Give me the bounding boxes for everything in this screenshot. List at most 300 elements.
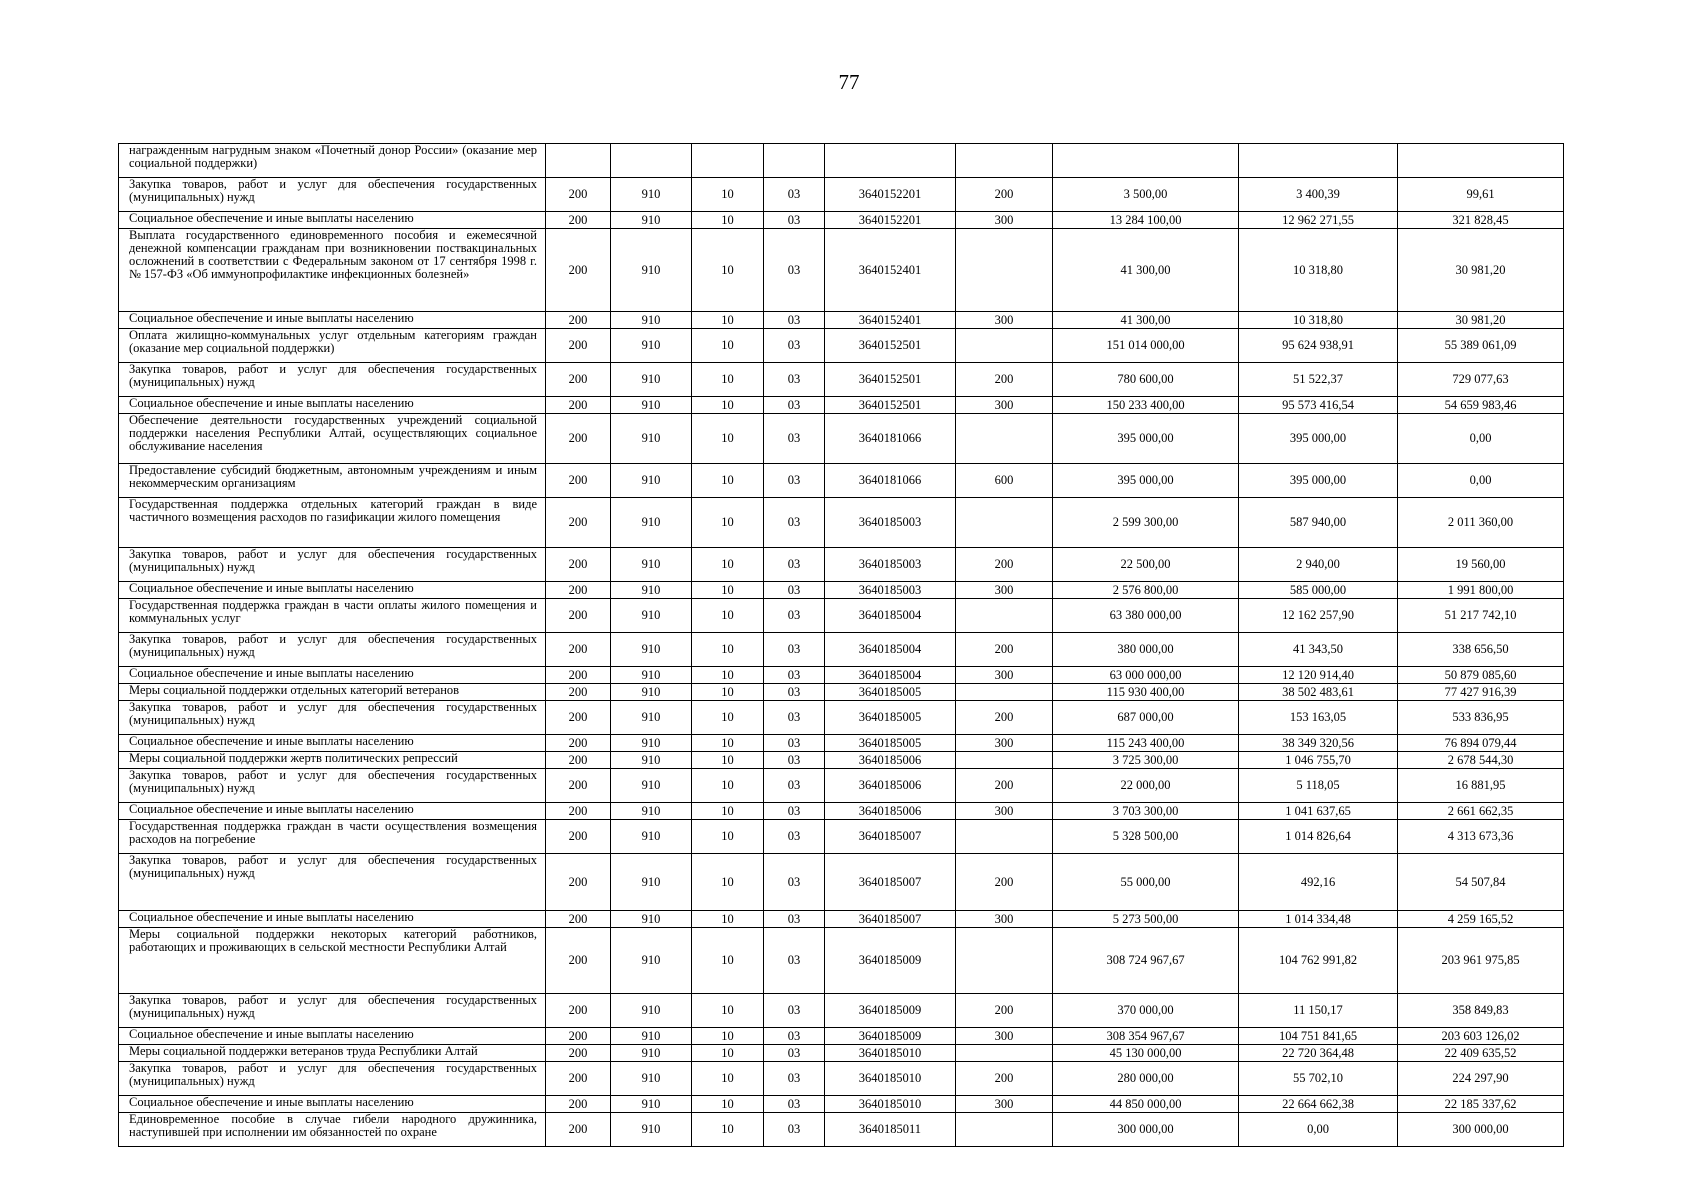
cell-description: Меры социальной поддержки жертв политических репрессий <box>119 752 546 769</box>
cell-ministry-code: 910 <box>611 599 692 633</box>
table-row <box>119 994 1564 1028</box>
cell-section: 10 <box>692 397 764 414</box>
cell-ministry-code: 910 <box>611 498 692 548</box>
cell-description: Государственная поддержка граждан в части осуществления возмещения расходов на погребение <box>119 820 546 854</box>
table-row <box>119 1062 1564 1096</box>
cell-section: 10 <box>692 667 764 684</box>
cell-remainder: 50 879 085,60 <box>1398 667 1564 684</box>
table-row <box>119 414 1564 464</box>
cell-remainder: 321 828,45 <box>1398 212 1564 229</box>
cell-section: 10 <box>692 1096 764 1113</box>
table-row <box>119 928 1564 994</box>
cell-ministry-code: 910 <box>611 1062 692 1096</box>
cell-section: 10 <box>692 464 764 498</box>
cell-remainder: 729 077,63 <box>1398 363 1564 397</box>
table-row <box>119 1096 1564 1113</box>
cell-description: Закупка товаров, работ и услуг для обеспечения государственных (муниципальных) нужд <box>119 548 546 582</box>
cell-admin-code: 200 <box>546 229 611 312</box>
cell-section: 10 <box>692 212 764 229</box>
cell-remainder: 2 011 360,00 <box>1398 498 1564 548</box>
cell-ministry-code: 910 <box>611 1045 692 1062</box>
cell-ministry-code: 910 <box>611 854 692 911</box>
table-row <box>119 769 1564 803</box>
table-row <box>119 1028 1564 1045</box>
cell-planned-amount: 45 130 000,00 <box>1053 1045 1239 1062</box>
cell-subsection <box>764 144 825 178</box>
cell-planned-amount: 280 000,00 <box>1053 1062 1239 1096</box>
cell-description: Социальное обеспечение и иные выплаты населению <box>119 803 546 820</box>
cell-admin-code: 200 <box>546 803 611 820</box>
cell-ministry-code: 910 <box>611 667 692 684</box>
cell-executed-amount: 585 000,00 <box>1239 582 1398 599</box>
cell-executed-amount: 22 720 364,48 <box>1239 1045 1398 1062</box>
cell-section: 10 <box>692 911 764 928</box>
cell-admin-code: 200 <box>546 1113 611 1147</box>
cell-section: 10 <box>692 752 764 769</box>
cell-section: 10 <box>692 548 764 582</box>
cell-subsection: 03 <box>764 414 825 464</box>
cell-expense-type <box>956 1113 1053 1147</box>
cell-expense-type <box>956 329 1053 363</box>
cell-ministry-code: 910 <box>611 735 692 752</box>
cell-ministry-code: 910 <box>611 1096 692 1113</box>
cell-expense-type: 200 <box>956 769 1053 803</box>
cell-planned-amount: 115 930 400,00 <box>1053 684 1239 701</box>
cell-admin-code: 200 <box>546 414 611 464</box>
cell-section: 10 <box>692 701 764 735</box>
cell-admin-code: 200 <box>546 498 611 548</box>
table-row <box>119 701 1564 735</box>
page-number: 77 <box>838 70 860 94</box>
cell-target-article: 3640185004 <box>825 633 956 667</box>
cell-remainder: 2 678 544,30 <box>1398 752 1564 769</box>
cell-section: 10 <box>692 633 764 667</box>
budget-table <box>118 143 1564 1147</box>
cell-target-article: 3640185009 <box>825 994 956 1028</box>
cell-remainder: 0,00 <box>1398 414 1564 464</box>
cell-admin-code: 200 <box>546 701 611 735</box>
cell-description: Обеспечение деятельности государственных учреждений социальной поддержки населения Республики Алтай, осуществляющих социальное обслуживание населения <box>119 414 546 464</box>
table-row <box>119 803 1564 820</box>
cell-section: 10 <box>692 1028 764 1045</box>
cell-remainder: 76 894 079,44 <box>1398 735 1564 752</box>
cell-subsection: 03 <box>764 312 825 329</box>
cell-remainder <box>1398 144 1564 178</box>
cell-target-article: 3640185004 <box>825 667 956 684</box>
table-row <box>119 911 1564 928</box>
cell-planned-amount: 2 576 800,00 <box>1053 582 1239 599</box>
cell-ministry-code: 910 <box>611 928 692 994</box>
cell-target-article: 3640185007 <box>825 820 956 854</box>
table-row <box>119 498 1564 548</box>
cell-admin-code: 200 <box>546 1045 611 1062</box>
cell-description: Социальное обеспечение и иные выплаты населению <box>119 212 546 229</box>
cell-expense-type <box>956 599 1053 633</box>
cell-executed-amount: 22 664 662,38 <box>1239 1096 1398 1113</box>
cell-planned-amount <box>1053 144 1239 178</box>
cell-ministry-code: 910 <box>611 820 692 854</box>
cell-expense-type: 300 <box>956 667 1053 684</box>
cell-admin-code: 200 <box>546 854 611 911</box>
cell-subsection: 03 <box>764 633 825 667</box>
cell-planned-amount: 780 600,00 <box>1053 363 1239 397</box>
cell-subsection: 03 <box>764 329 825 363</box>
cell-ministry-code: 910 <box>611 548 692 582</box>
table-row <box>119 464 1564 498</box>
cell-remainder: 55 389 061,09 <box>1398 329 1564 363</box>
cell-executed-amount: 11 150,17 <box>1239 994 1398 1028</box>
table-row <box>119 735 1564 752</box>
cell-admin-code: 200 <box>546 928 611 994</box>
cell-target-article: 3640185003 <box>825 582 956 599</box>
table-row <box>119 684 1564 701</box>
cell-planned-amount: 370 000,00 <box>1053 994 1239 1028</box>
cell-remainder: 203 603 126,02 <box>1398 1028 1564 1045</box>
cell-remainder: 300 000,00 <box>1398 1113 1564 1147</box>
table-row <box>119 633 1564 667</box>
cell-section: 10 <box>692 599 764 633</box>
cell-ministry-code: 910 <box>611 363 692 397</box>
cell-section <box>692 144 764 178</box>
cell-target-article: 3640152501 <box>825 363 956 397</box>
cell-remainder: 54 507,84 <box>1398 854 1564 911</box>
cell-remainder: 30 981,20 <box>1398 312 1564 329</box>
table-row <box>119 1113 1564 1147</box>
cell-description: Социальное обеспечение и иные выплаты населению <box>119 735 546 752</box>
cell-remainder: 54 659 983,46 <box>1398 397 1564 414</box>
cell-expense-type: 200 <box>956 854 1053 911</box>
cell-ministry-code: 910 <box>611 464 692 498</box>
table-row <box>119 1045 1564 1062</box>
cell-ministry-code: 910 <box>611 212 692 229</box>
cell-section: 10 <box>692 1045 764 1062</box>
cell-subsection: 03 <box>764 1113 825 1147</box>
cell-executed-amount: 2 940,00 <box>1239 548 1398 582</box>
cell-section: 10 <box>692 312 764 329</box>
cell-planned-amount: 5 328 500,00 <box>1053 820 1239 854</box>
cell-expense-type <box>956 414 1053 464</box>
cell-subsection: 03 <box>764 803 825 820</box>
cell-target-article: 3640185009 <box>825 928 956 994</box>
cell-expense-type: 200 <box>956 548 1053 582</box>
cell-subsection: 03 <box>764 854 825 911</box>
cell-planned-amount: 3 703 300,00 <box>1053 803 1239 820</box>
cell-admin-code: 200 <box>546 911 611 928</box>
cell-subsection: 03 <box>764 994 825 1028</box>
cell-planned-amount: 687 000,00 <box>1053 701 1239 735</box>
cell-expense-type: 200 <box>956 633 1053 667</box>
cell-admin-code: 200 <box>546 464 611 498</box>
cell-subsection: 03 <box>764 599 825 633</box>
table-row <box>119 178 1564 212</box>
cell-planned-amount: 2 599 300,00 <box>1053 498 1239 548</box>
cell-expense-type: 200 <box>956 363 1053 397</box>
table-row <box>119 363 1564 397</box>
cell-executed-amount <box>1239 144 1398 178</box>
cell-ministry-code: 910 <box>611 803 692 820</box>
cell-executed-amount: 12 120 914,40 <box>1239 667 1398 684</box>
cell-planned-amount: 3 500,00 <box>1053 178 1239 212</box>
cell-subsection: 03 <box>764 1028 825 1045</box>
cell-subsection: 03 <box>764 582 825 599</box>
cell-executed-amount: 55 702,10 <box>1239 1062 1398 1096</box>
cell-subsection: 03 <box>764 363 825 397</box>
cell-remainder: 16 881,95 <box>1398 769 1564 803</box>
cell-expense-type: 300 <box>956 803 1053 820</box>
table-row <box>119 820 1564 854</box>
cell-target-article: 3640185011 <box>825 1113 956 1147</box>
cell-remainder: 30 981,20 <box>1398 229 1564 312</box>
cell-target-article: 3640185007 <box>825 854 956 911</box>
cell-expense-type: 200 <box>956 1062 1053 1096</box>
cell-description: Закупка товаров, работ и услуг для обеспечения государственных (муниципальных) нужд <box>119 178 546 212</box>
cell-admin-code: 200 <box>546 312 611 329</box>
cell-section: 10 <box>692 820 764 854</box>
table-row <box>119 144 1564 178</box>
cell-description: Закупка товаров, работ и услуг для обеспечения государственных (муниципальных) нужд <box>119 769 546 803</box>
cell-admin-code: 200 <box>546 667 611 684</box>
cell-executed-amount: 10 318,80 <box>1239 229 1398 312</box>
cell-planned-amount: 150 233 400,00 <box>1053 397 1239 414</box>
cell-target-article: 3640185005 <box>825 735 956 752</box>
table-row <box>119 212 1564 229</box>
cell-expense-type <box>956 752 1053 769</box>
cell-remainder: 19 560,00 <box>1398 548 1564 582</box>
cell-admin-code: 200 <box>546 1062 611 1096</box>
cell-admin-code: 200 <box>546 769 611 803</box>
table-row <box>119 667 1564 684</box>
cell-ministry-code <box>611 144 692 178</box>
cell-planned-amount: 13 284 100,00 <box>1053 212 1239 229</box>
cell-admin-code: 200 <box>546 548 611 582</box>
cell-remainder: 77 427 916,39 <box>1398 684 1564 701</box>
cell-subsection: 03 <box>764 701 825 735</box>
cell-expense-type <box>956 144 1053 178</box>
cell-target-article: 3640185005 <box>825 684 956 701</box>
cell-executed-amount: 38 349 320,56 <box>1239 735 1398 752</box>
cell-executed-amount: 5 118,05 <box>1239 769 1398 803</box>
cell-planned-amount: 3 725 300,00 <box>1053 752 1239 769</box>
cell-subsection: 03 <box>764 820 825 854</box>
cell-target-article: 3640152401 <box>825 229 956 312</box>
cell-executed-amount: 3 400,39 <box>1239 178 1398 212</box>
table-row <box>119 548 1564 582</box>
cell-subsection: 03 <box>764 498 825 548</box>
cell-target-article: 3640185003 <box>825 498 956 548</box>
cell-admin-code: 200 <box>546 1028 611 1045</box>
cell-section: 10 <box>692 229 764 312</box>
cell-expense-type: 200 <box>956 994 1053 1028</box>
cell-expense-type: 300 <box>956 397 1053 414</box>
cell-target-article: 3640152501 <box>825 329 956 363</box>
cell-target-article: 3640185004 <box>825 599 956 633</box>
cell-description: Единовременное пособие в случае гибели народного дружинника, наступившей при исполнении им обязанностей по охране <box>119 1113 546 1147</box>
cell-ministry-code: 910 <box>611 312 692 329</box>
cell-description: Государственная поддержка граждан в части оплаты жилого помещения и коммунальных услуг <box>119 599 546 633</box>
cell-planned-amount: 115 243 400,00 <box>1053 735 1239 752</box>
cell-remainder: 2 661 662,35 <box>1398 803 1564 820</box>
cell-section: 10 <box>692 329 764 363</box>
cell-remainder: 533 836,95 <box>1398 701 1564 735</box>
cell-section: 10 <box>692 994 764 1028</box>
cell-section: 10 <box>692 498 764 548</box>
cell-remainder: 0,00 <box>1398 464 1564 498</box>
cell-ministry-code: 910 <box>611 1028 692 1045</box>
cell-description: Меры социальной поддержки отдельных категорий ветеранов <box>119 684 546 701</box>
cell-section: 10 <box>692 178 764 212</box>
cell-ministry-code: 910 <box>611 994 692 1028</box>
cell-description: награжденным нагрудным знаком «Почетный донор России» (оказание мер социальной поддержки) <box>119 144 546 178</box>
cell-remainder: 51 217 742,10 <box>1398 599 1564 633</box>
cell-section: 10 <box>692 1113 764 1147</box>
cell-remainder: 99,61 <box>1398 178 1564 212</box>
cell-description: Меры социальной поддержки некоторых категорий работников, работающих и проживающих в сельской местности Республики Алтай <box>119 928 546 994</box>
cell-subsection: 03 <box>764 397 825 414</box>
table-row <box>119 752 1564 769</box>
cell-planned-amount: 308 724 967,67 <box>1053 928 1239 994</box>
cell-target-article: 3640185007 <box>825 911 956 928</box>
cell-subsection: 03 <box>764 1096 825 1113</box>
cell-subsection: 03 <box>764 752 825 769</box>
cell-executed-amount: 395 000,00 <box>1239 414 1398 464</box>
cell-executed-amount: 12 162 257,90 <box>1239 599 1398 633</box>
cell-subsection: 03 <box>764 212 825 229</box>
cell-description: Закупка товаров, работ и услуг для обеспечения государственных (муниципальных) нужд <box>119 854 546 911</box>
cell-planned-amount: 63 380 000,00 <box>1053 599 1239 633</box>
cell-description: Социальное обеспечение и иные выплаты населению <box>119 582 546 599</box>
cell-planned-amount: 380 000,00 <box>1053 633 1239 667</box>
cell-planned-amount: 5 273 500,00 <box>1053 911 1239 928</box>
cell-admin-code: 200 <box>546 633 611 667</box>
cell-target-article <box>825 144 956 178</box>
cell-subsection: 03 <box>764 684 825 701</box>
cell-executed-amount: 1 014 826,64 <box>1239 820 1398 854</box>
cell-admin-code: 200 <box>546 329 611 363</box>
table-row <box>119 312 1564 329</box>
cell-subsection: 03 <box>764 769 825 803</box>
table-body <box>119 144 1564 1147</box>
cell-expense-type <box>956 820 1053 854</box>
cell-executed-amount: 492,16 <box>1239 854 1398 911</box>
cell-description: Государственная поддержка отдельных категорий граждан в виде частичного возмещения расходов по газификации жилого помещения <box>119 498 546 548</box>
cell-subsection: 03 <box>764 667 825 684</box>
cell-description: Социальное обеспечение и иные выплаты населению <box>119 667 546 684</box>
table-row <box>119 854 1564 911</box>
cell-remainder: 338 656,50 <box>1398 633 1564 667</box>
cell-description: Закупка товаров, работ и услуг для обеспечения государственных (муниципальных) нужд <box>119 994 546 1028</box>
cell-expense-type <box>956 498 1053 548</box>
cell-admin-code: 200 <box>546 363 611 397</box>
cell-executed-amount: 38 502 483,61 <box>1239 684 1398 701</box>
cell-section: 10 <box>692 363 764 397</box>
cell-subsection: 03 <box>764 464 825 498</box>
cell-admin-code: 200 <box>546 994 611 1028</box>
cell-planned-amount: 308 354 967,67 <box>1053 1028 1239 1045</box>
cell-description: Социальное обеспечение и иные выплаты населению <box>119 1096 546 1113</box>
cell-planned-amount: 44 850 000,00 <box>1053 1096 1239 1113</box>
cell-executed-amount: 153 163,05 <box>1239 701 1398 735</box>
cell-expense-type: 300 <box>956 735 1053 752</box>
cell-expense-type: 300 <box>956 1096 1053 1113</box>
cell-description: Меры социальной поддержки ветеранов труда Республики Алтай <box>119 1045 546 1062</box>
cell-section: 10 <box>692 414 764 464</box>
cell-planned-amount: 22 500,00 <box>1053 548 1239 582</box>
cell-expense-type: 200 <box>956 178 1053 212</box>
cell-expense-type: 300 <box>956 582 1053 599</box>
cell-expense-type: 300 <box>956 911 1053 928</box>
cell-planned-amount: 41 300,00 <box>1053 312 1239 329</box>
cell-expense-type: 300 <box>956 212 1053 229</box>
cell-subsection: 03 <box>764 178 825 212</box>
cell-ministry-code: 910 <box>611 769 692 803</box>
cell-target-article: 3640185005 <box>825 701 956 735</box>
cell-executed-amount: 395 000,00 <box>1239 464 1398 498</box>
cell-admin-code: 200 <box>546 1096 611 1113</box>
cell-target-article: 3640152501 <box>825 397 956 414</box>
cell-executed-amount: 1 014 334,48 <box>1239 911 1398 928</box>
cell-description: Закупка товаров, работ и услуг для обеспечения государственных (муниципальных) нужд <box>119 1062 546 1096</box>
cell-target-article: 3640185010 <box>825 1062 956 1096</box>
cell-section: 10 <box>692 769 764 803</box>
cell-planned-amount: 22 000,00 <box>1053 769 1239 803</box>
cell-planned-amount: 395 000,00 <box>1053 464 1239 498</box>
cell-executed-amount: 0,00 <box>1239 1113 1398 1147</box>
cell-description: Предоставление субсидий бюджетным, автономным учреждениям и иным некоммерческим организациям <box>119 464 546 498</box>
cell-executed-amount: 95 624 938,91 <box>1239 329 1398 363</box>
cell-admin-code: 200 <box>546 397 611 414</box>
cell-executed-amount: 1 046 755,70 <box>1239 752 1398 769</box>
cell-target-article: 3640185010 <box>825 1045 956 1062</box>
cell-expense-type <box>956 229 1053 312</box>
table-row <box>119 329 1564 363</box>
cell-target-article: 3640185009 <box>825 1028 956 1045</box>
cell-ministry-code: 910 <box>611 329 692 363</box>
cell-planned-amount: 151 014 000,00 <box>1053 329 1239 363</box>
cell-planned-amount: 55 000,00 <box>1053 854 1239 911</box>
cell-description: Социальное обеспечение и иные выплаты населению <box>119 911 546 928</box>
cell-executed-amount: 104 751 841,65 <box>1239 1028 1398 1045</box>
cell-target-article: 3640152201 <box>825 178 956 212</box>
cell-executed-amount: 51 522,37 <box>1239 363 1398 397</box>
cell-remainder: 22 185 337,62 <box>1398 1096 1564 1113</box>
cell-executed-amount: 104 762 991,82 <box>1239 928 1398 994</box>
cell-executed-amount: 41 343,50 <box>1239 633 1398 667</box>
cell-ministry-code: 910 <box>611 684 692 701</box>
cell-description: Оплата жилищно-коммунальных услуг отдельным категориям граждан (оказание мер социальной поддержки) <box>119 329 546 363</box>
cell-ministry-code: 910 <box>611 229 692 312</box>
cell-target-article: 3640185010 <box>825 1096 956 1113</box>
cell-remainder: 224 297,90 <box>1398 1062 1564 1096</box>
cell-expense-type <box>956 928 1053 994</box>
cell-description: Закупка товаров, работ и услуг для обеспечения государственных (муниципальных) нужд <box>119 363 546 397</box>
cell-description: Социальное обеспечение и иные выплаты населению <box>119 312 546 329</box>
cell-subsection: 03 <box>764 548 825 582</box>
cell-remainder: 4 313 673,36 <box>1398 820 1564 854</box>
cell-remainder: 22 409 635,52 <box>1398 1045 1564 1062</box>
cell-executed-amount: 95 573 416,54 <box>1239 397 1398 414</box>
cell-section: 10 <box>692 1062 764 1096</box>
cell-ministry-code: 910 <box>611 701 692 735</box>
cell-admin-code: 200 <box>546 178 611 212</box>
cell-admin-code: 200 <box>546 212 611 229</box>
table-row <box>119 582 1564 599</box>
cell-remainder: 4 259 165,52 <box>1398 911 1564 928</box>
cell-admin-code: 200 <box>546 752 611 769</box>
cell-subsection: 03 <box>764 1045 825 1062</box>
cell-expense-type: 300 <box>956 312 1053 329</box>
cell-description: Закупка товаров, работ и услуг для обеспечения государственных (муниципальных) нужд <box>119 633 546 667</box>
cell-target-article: 3640152201 <box>825 212 956 229</box>
